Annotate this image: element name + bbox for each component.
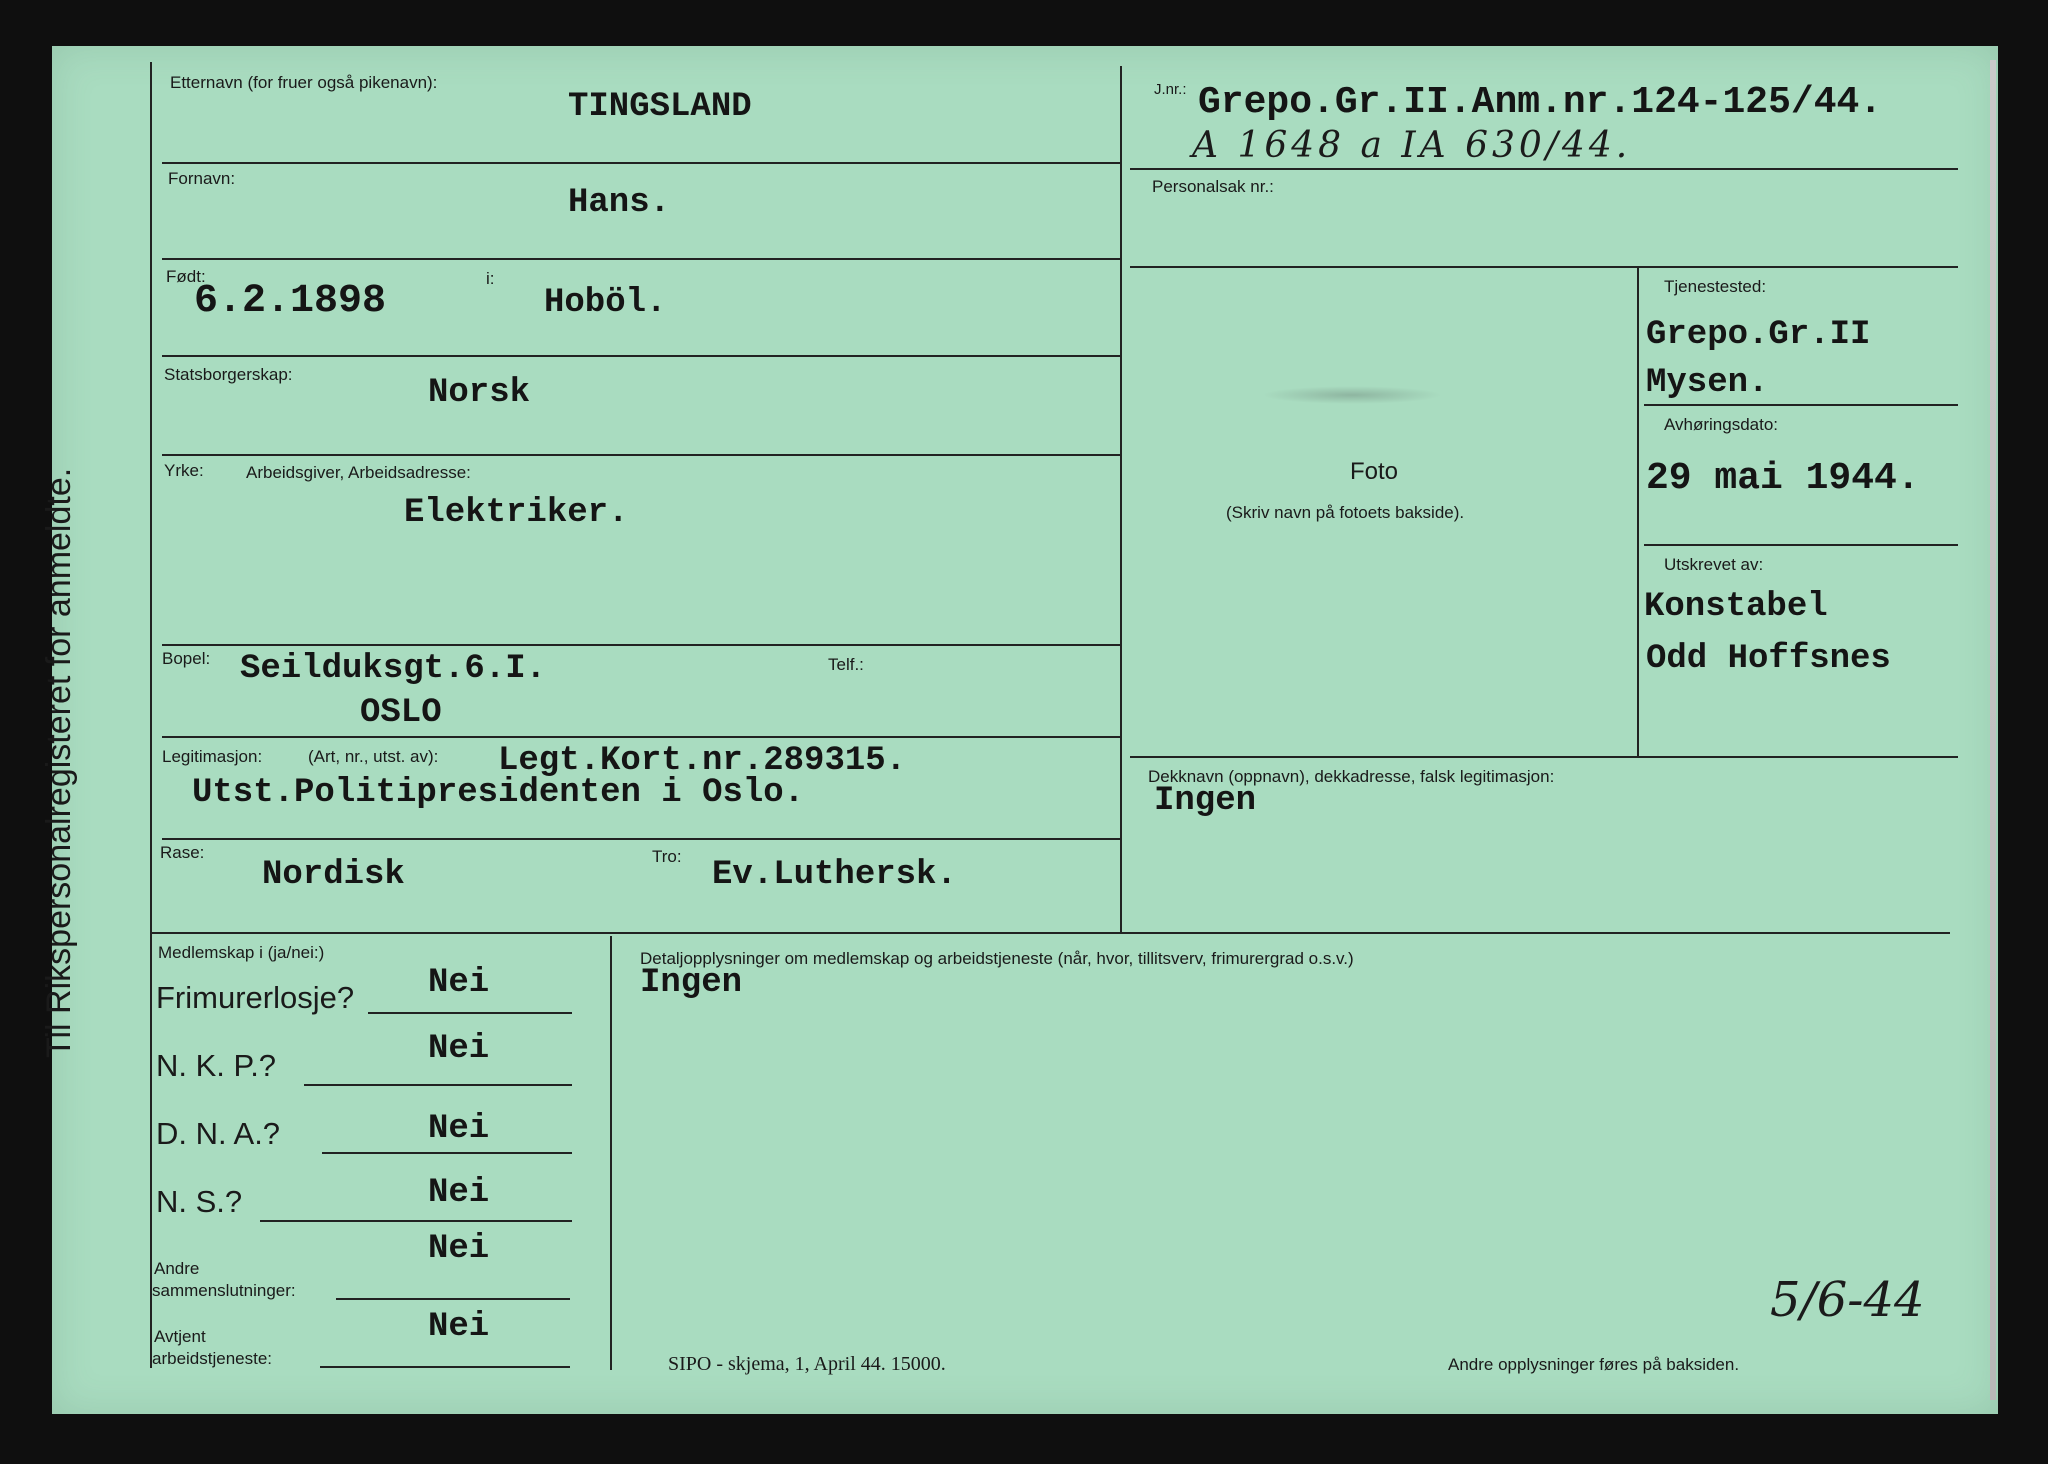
bopel-line2: OSLO [360, 694, 442, 732]
details-label: Detaljopplysninger om medlemskap og arbeidstjeneste (når, hvor, tillitsverv, frimurergrad o.s.v.) [640, 949, 1354, 968]
etternavn-label: Etternavn (for fruer også pikenavn): [170, 73, 438, 92]
utskrevet-line1: Konstabel [1644, 588, 1828, 626]
rule-foto-bottom [1130, 756, 1958, 758]
dekknavn-value: Ingen [1154, 782, 1257, 820]
statsborgerskap-label: Statsborgerskap: [164, 365, 293, 384]
rule-tjenestested [1644, 404, 1958, 406]
rule-jnr [1130, 168, 1958, 170]
back-side-note: Andre opplysninger føres på baksiden. [1448, 1355, 1740, 1374]
arbeidsgiver-label: Arbeidsgiver, Arbeidsadresse: [246, 463, 471, 482]
details-divider [610, 936, 612, 1370]
fodt-value: 6.2.1898 [194, 279, 387, 324]
rule-avtjent [320, 1366, 570, 1368]
rule-avhoringsdato [1644, 544, 1958, 546]
rule-statsborgerskap [162, 454, 1120, 456]
avhoringsdato-label: Avhøringsdato: [1664, 415, 1779, 434]
side-caption: Til Rikspersonalregisteret for anmeldte. [40, 467, 78, 1058]
legitimasjon-label: Legitimasjon: [162, 747, 263, 766]
avtjent-label-1: Avtjent [154, 1327, 206, 1346]
center-divider [1120, 66, 1122, 934]
legitimasjon-art-label: (Art, nr., utst. av): [308, 747, 439, 766]
membership-header: Medlemskap i (ja/nei:) [158, 943, 325, 962]
rule-etternavn [162, 162, 1120, 164]
tjenestested-line2: Mysen. [1646, 364, 1769, 402]
nkp-label: N. K. P.? [156, 1048, 277, 1083]
tjenestested-line1: Grepo.Gr.II [1646, 316, 1871, 354]
details-value: Ingen [640, 964, 743, 1002]
tro-label: Tro: [652, 847, 682, 866]
fornavn-value: Hans. [568, 184, 671, 222]
avhoringsdato-value: 29 mai 1944. [1646, 457, 1920, 500]
dna-label: D. N. A.? [156, 1116, 281, 1151]
legitimasjon-line2: Utst.Politipresidenten i Oslo. [192, 774, 805, 812]
nkp-value: Nei [428, 1030, 490, 1068]
rule-yrke [162, 644, 1120, 646]
rule-nkp [304, 1084, 572, 1086]
left-frame-line [150, 62, 152, 1368]
photo-smudge [1262, 386, 1442, 404]
dekknavn-label: Dekknavn (oppnavn), dekkadresse, falsk legitimasjon: [1148, 767, 1555, 786]
avtjent-value: Nei [428, 1308, 490, 1346]
rase-value: Nordisk [262, 856, 405, 894]
foto-hint: (Skriv navn på fotoets bakside). [1226, 503, 1465, 522]
fodt-place-value: Hoböl. [544, 284, 667, 322]
rule-ns [260, 1220, 572, 1222]
handwritten-date: 5/6-44 [1770, 1272, 1925, 1328]
foto-label: Foto [1350, 458, 1399, 485]
telf-label: Telf.: [828, 655, 864, 674]
bopel-label: Bopel: [162, 649, 211, 668]
right-column-divider [1637, 268, 1639, 756]
andre-value: Nei [428, 1230, 490, 1268]
fodt-place-label: i: [486, 269, 495, 288]
personalsak-label: Personalsak nr.: [1152, 177, 1274, 196]
fodt-label: Født: [166, 267, 206, 286]
rule-andre [336, 1298, 570, 1300]
rule-legitimasjon [162, 838, 1120, 840]
card-edge [1990, 60, 1996, 1400]
andre-label-2: sammenslutninger: [152, 1281, 296, 1300]
rule-frimurer [368, 1012, 572, 1014]
ns-label: N. S.? [156, 1184, 243, 1219]
fornavn-label: Fornavn: [168, 169, 236, 188]
registration-card [52, 46, 1998, 1414]
rule-fornavn [162, 258, 1120, 260]
rule-dna [322, 1152, 572, 1154]
ns-value: Nei [428, 1174, 490, 1212]
yrke-value: Elektriker. [404, 494, 629, 532]
dna-value: Nei [428, 1110, 490, 1148]
bopel-line1: Seilduksgt.6.I. [240, 650, 547, 688]
rule-bopel [162, 736, 1120, 738]
statsborgerskap-value: Norsk [428, 374, 531, 412]
etternavn-value: TINGSLAND [568, 88, 752, 126]
frimurerlosje-value: Nei [428, 964, 490, 1002]
andre-label-1: Andre [154, 1259, 200, 1278]
yrke-label: Yrke: [164, 461, 204, 480]
utskrevet-label: Utskrevet av: [1664, 555, 1764, 574]
avtjent-label-2: arbeidstjeneste: [152, 1349, 273, 1368]
rule-personalsak [1130, 266, 1958, 268]
rule-rase [150, 932, 1950, 934]
frimurerlosje-label: Frimurerlosje? [156, 980, 355, 1015]
tro-value: Ev.Luthersk. [712, 856, 957, 894]
legitimasjon-line1: Legt.Kort.nr.289315. [498, 742, 907, 780]
rase-label: Rase: [160, 843, 205, 862]
rule-fodt [162, 355, 1120, 357]
handwritten-reference: A 1648 a IA 630/44. [1192, 125, 1632, 166]
jnr-value: Grepo.Gr.II.Anm.nr.124-125/44. [1198, 81, 1883, 124]
form-identifier: SIPO - skjema, 1, April 44. 15000. [668, 1353, 946, 1375]
tjenestested-label: Tjenestested: [1664, 277, 1767, 296]
utskrevet-line2: Odd Hoffsnes [1646, 640, 1891, 678]
jnr-label: J.nr.: [1154, 81, 1187, 98]
